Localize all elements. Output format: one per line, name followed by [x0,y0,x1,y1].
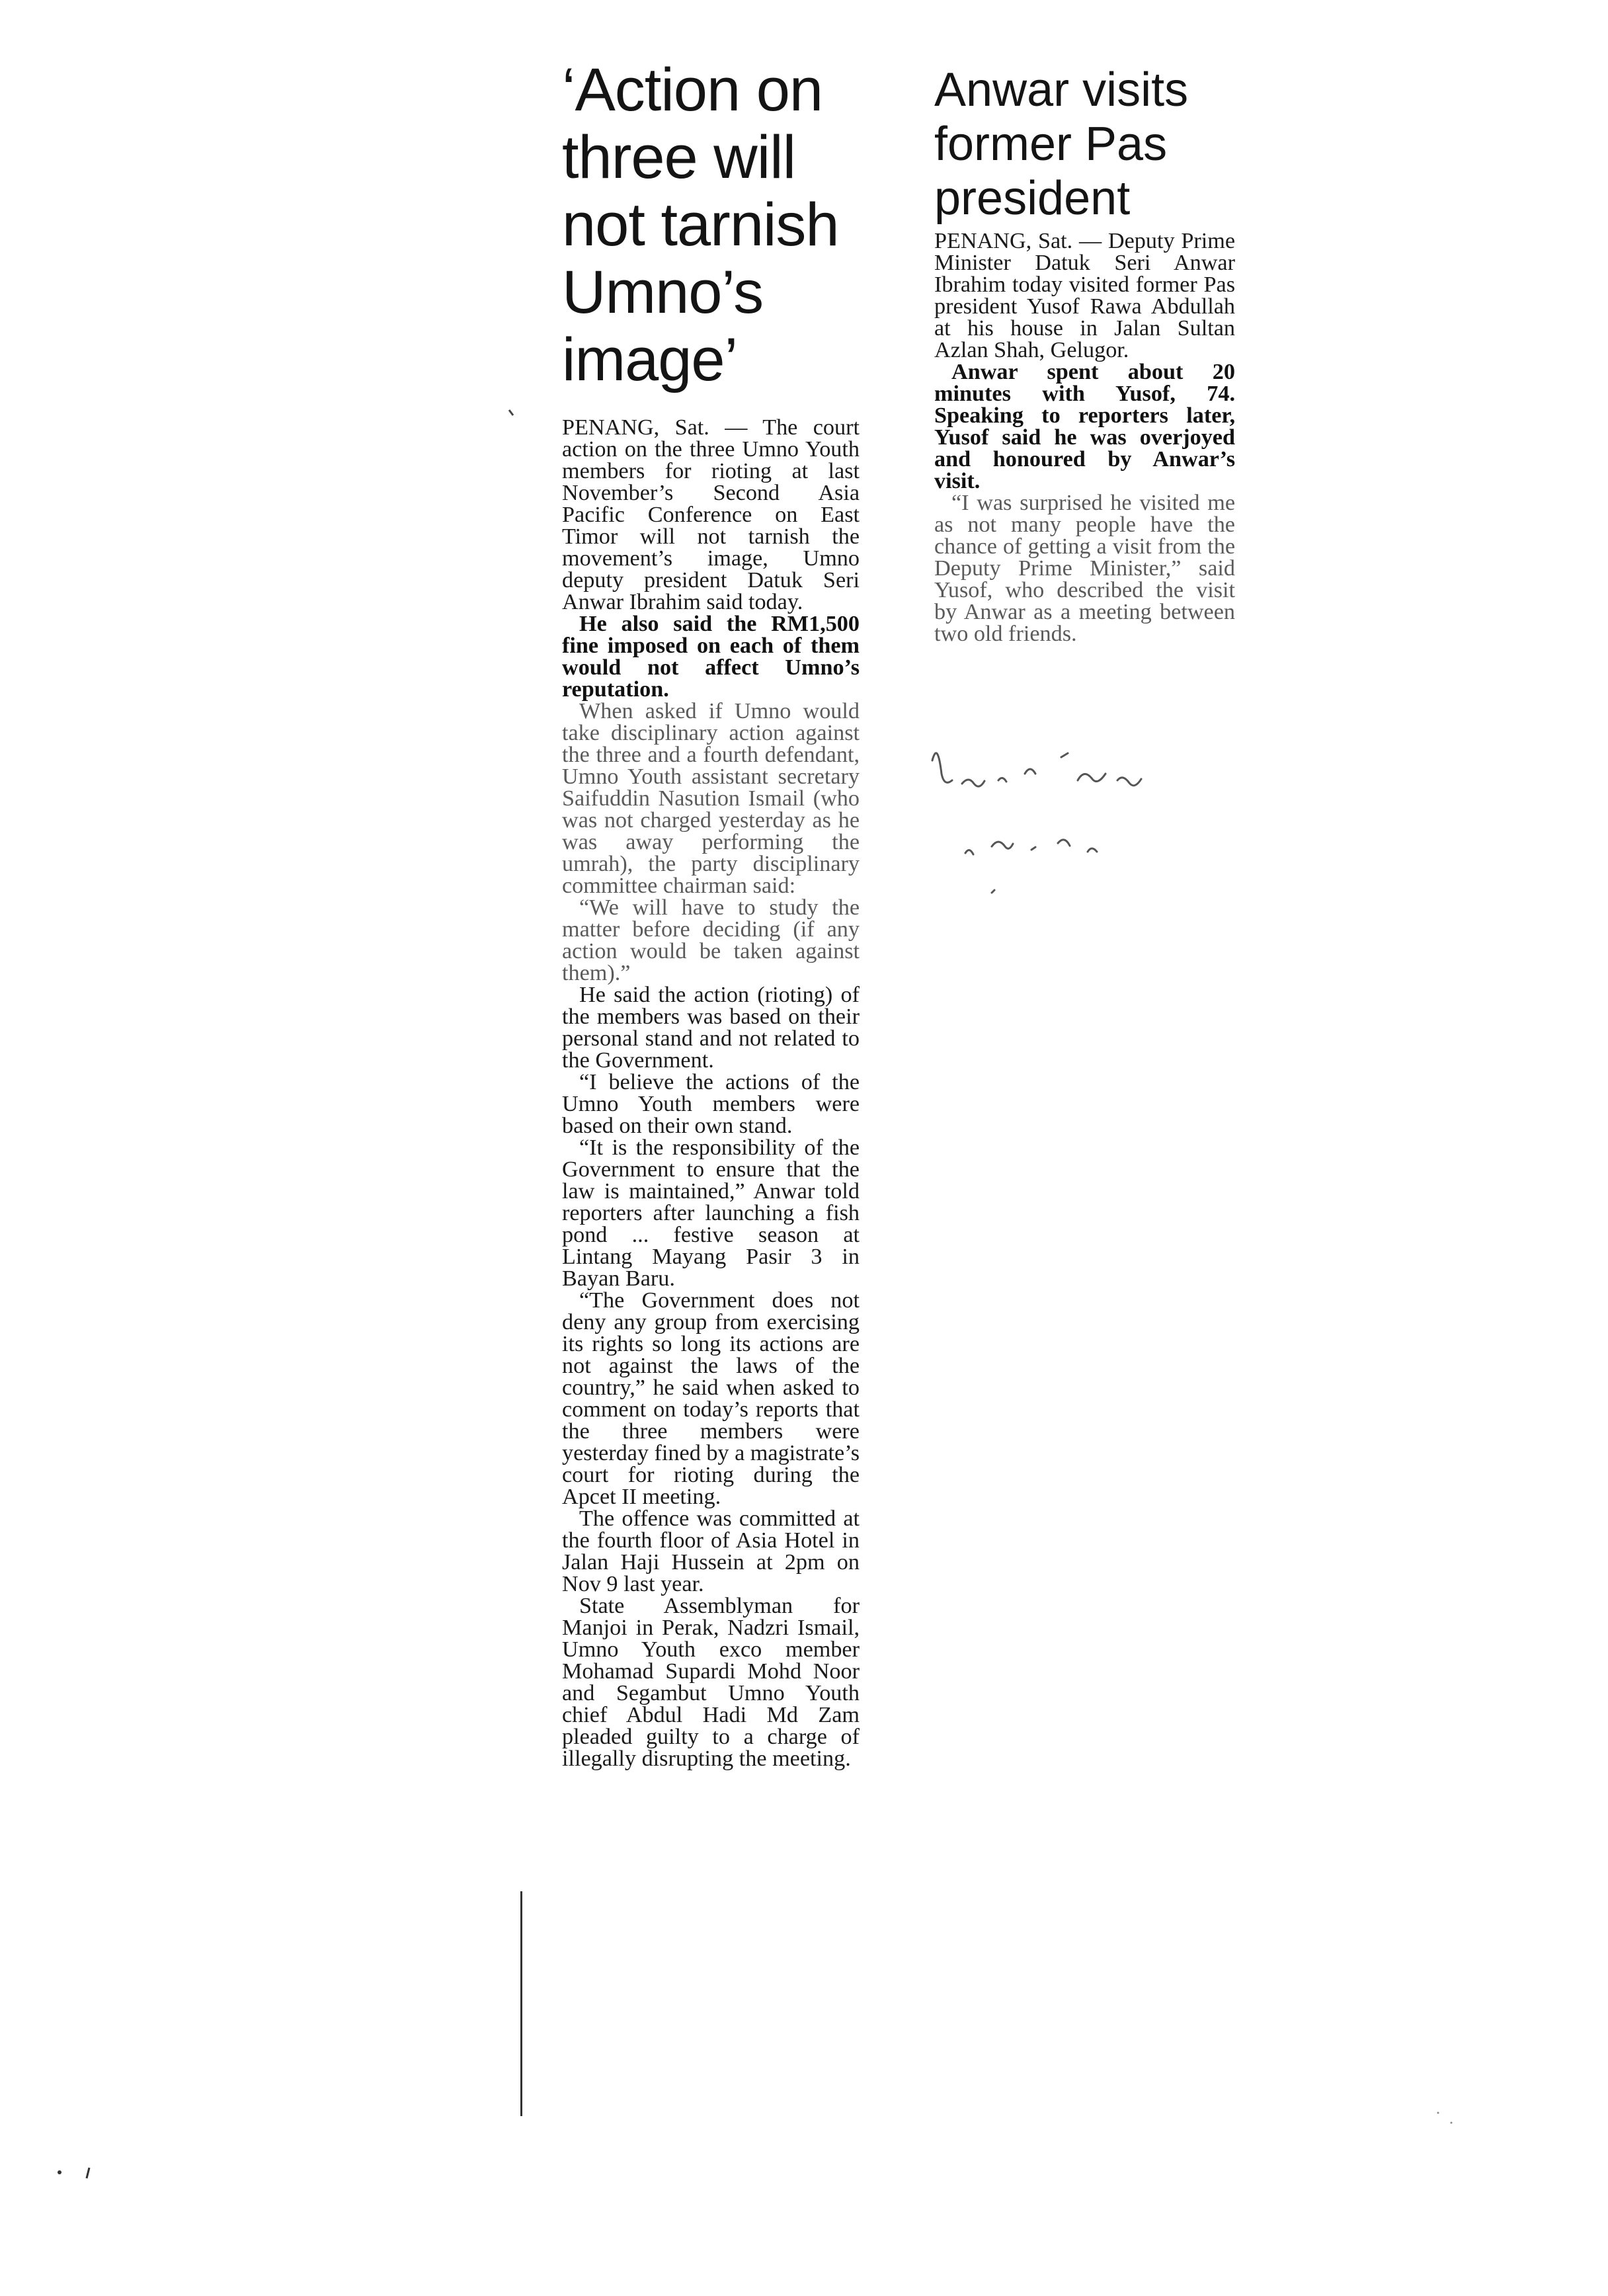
left-headline-line: Umno’s [562,259,764,326]
scan-speck [1431,2106,1471,2133]
article-paragraph: “The Government does not deny any group from exercising its rights so long its actions are not against the laws of the country,” he said when asked to comment on today’s reports that the three members were yesterday fined by a magistrate’s court for rioting during the Apcet II meeting. [562,1288,860,1509]
article-paragraph: When asked if Umno would take disciplinary action against the three and a fourth defendant, Umno Youth assistant secretary Saifuddin Nasution Ismail (who was not charged yesterday as he was away performing the umrah), the party disciplinary committee chairman said: [562,699,860,898]
left-headline-line: image’ [562,326,738,393]
article-paragraph: The offence was committed at the fourth floor of Asia Hotel in Jalan Haji Hussein at 2pm on Nov 9 last year. [562,1506,860,1596]
scan-speck [502,407,529,427]
left-article-body [562,417,860,1770]
right-headline-line: Anwar visits [934,63,1189,116]
article-paragraph: “It is the responsibility of the Government to ensure that the law is maintained,” Anwar told reporters after launching a fish pond ... festive season at Lintang Mayang Pasir 3 in Bayan Baru. [562,1135,860,1291]
right-article-body [934,230,1235,645]
article-paragraph: State Assemblyman for Manjoi in Perak, Nadzri Ismail, Umno Youth exco member Mohamad Supardi Mohd Noor and Segambut Umno Youth chief Abdul Hadi Md Zam pleaded guilty to a charge of illegally disrupting the meeting. [562,1594,860,1771]
left-headline-line: three will [562,124,796,191]
article-paragraph: He said the action (rioting) of the members was based on their personal stand and not related to the Government. [562,983,860,1073]
right-headline-line: president [934,172,1131,225]
article-paragraph: “We will have to study the matter before deciding (if any action would be taken against them).” [562,895,860,985]
right-headline [934,63,1238,226]
article-paragraph: PENANG, Sat. — The court action on the three Umno Youth members for rioting at last November’s Second Asia Pacific Conference on East Timor will not tarnish the movement’s image, Umno deputy president Datuk Seri Anwar Ibrahim said today. [562,415,860,614]
left-headline [562,56,873,393]
article-paragraph: “I was surprised he visited me as not many people have the chance of getting a visit from the Deputy Prime Minister,” said Yusof, who described the visit by Anwar as a meeting between two old friends. [934,491,1235,646]
right-headline-line: former Pas [934,118,1168,171]
left-headline-line: ‘Action on [562,56,823,124]
article-paragraph: Anwar spent about 20 minutes with Yusof, 74. Speaking to reporters later, Yusof said he was overjoyed and honoured by Anwar’s visit. [934,360,1235,493]
handwritten-annotation [926,734,1164,906]
article-paragraph: He also said the RM1,500 fine imposed on each of them would not affect Umno’s reputation. [562,612,860,702]
scan-speck [53,2162,99,2182]
margin-rule [520,1891,522,2116]
left-headline-line: not tarnish [562,191,839,259]
article-paragraph: PENANG, Sat. — Deputy Prime Minister Datuk Seri Anwar Ibrahim today visited former Pas president Yusof Rawa Abdullah at his house in Jalan Sultan Azlan Shah, Gelugor. [934,229,1235,362]
article-paragraph: “I believe the actions of the Umno Youth members were based on their own stand. [562,1070,860,1138]
